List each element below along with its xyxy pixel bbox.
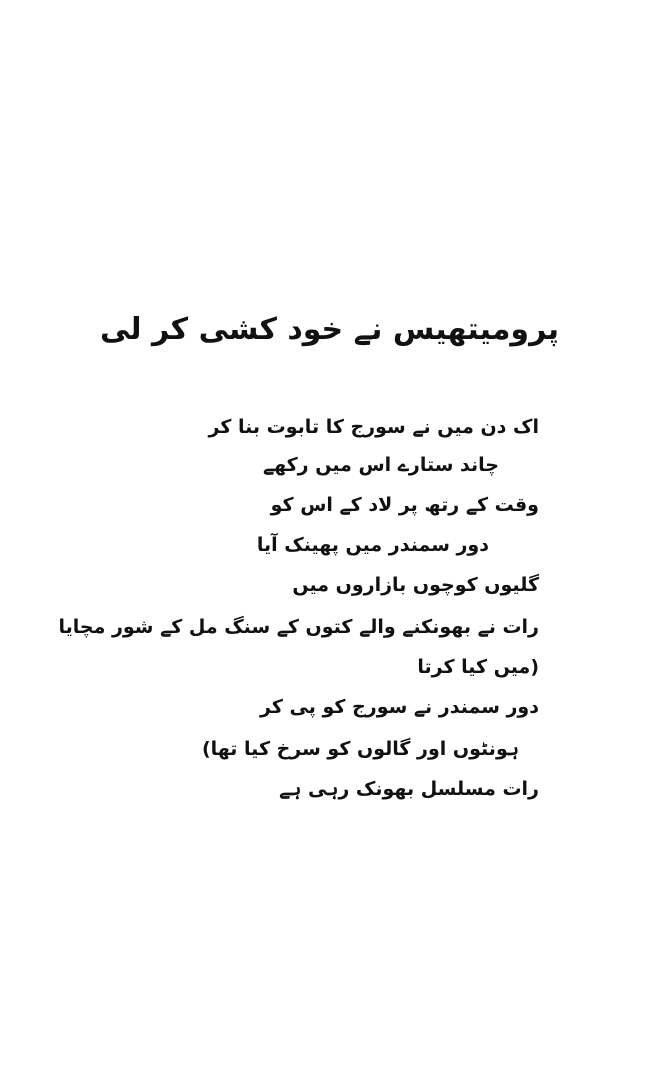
poem-line-9: ہونٹوں اور گالوں کو سرخ کیا تھا) — [201, 738, 519, 760]
poem-line-1: اک دن میں نے سورج کا تابوت بنا کر — [208, 416, 539, 438]
poem-line-10: رات مسلسل بھونک رہی ہے — [279, 778, 539, 800]
poem-line-8: دور سمندر نے سورج کو پی کر — [260, 696, 539, 718]
poem-title: پرومیتھیس نے خود کشی کر لی — [99, 312, 559, 347]
poem-line-6: رات نے بھونکنے والے کتوں کے سنگ مل کے شور مچایا — [58, 616, 539, 638]
poem-line-2: چاند ستارے اس میں رکھے — [262, 454, 499, 476]
poem-line-5: گلیوں کوچوں بازاروں میں — [292, 574, 539, 596]
poem-line-7: (میں کیا کرتا — [417, 656, 539, 678]
poem-line-4: دور سمندر میں پھینک آیا — [256, 534, 489, 556]
poem-line-3: وقت کے رتھ پر لاد کے اس کو — [270, 494, 539, 516]
